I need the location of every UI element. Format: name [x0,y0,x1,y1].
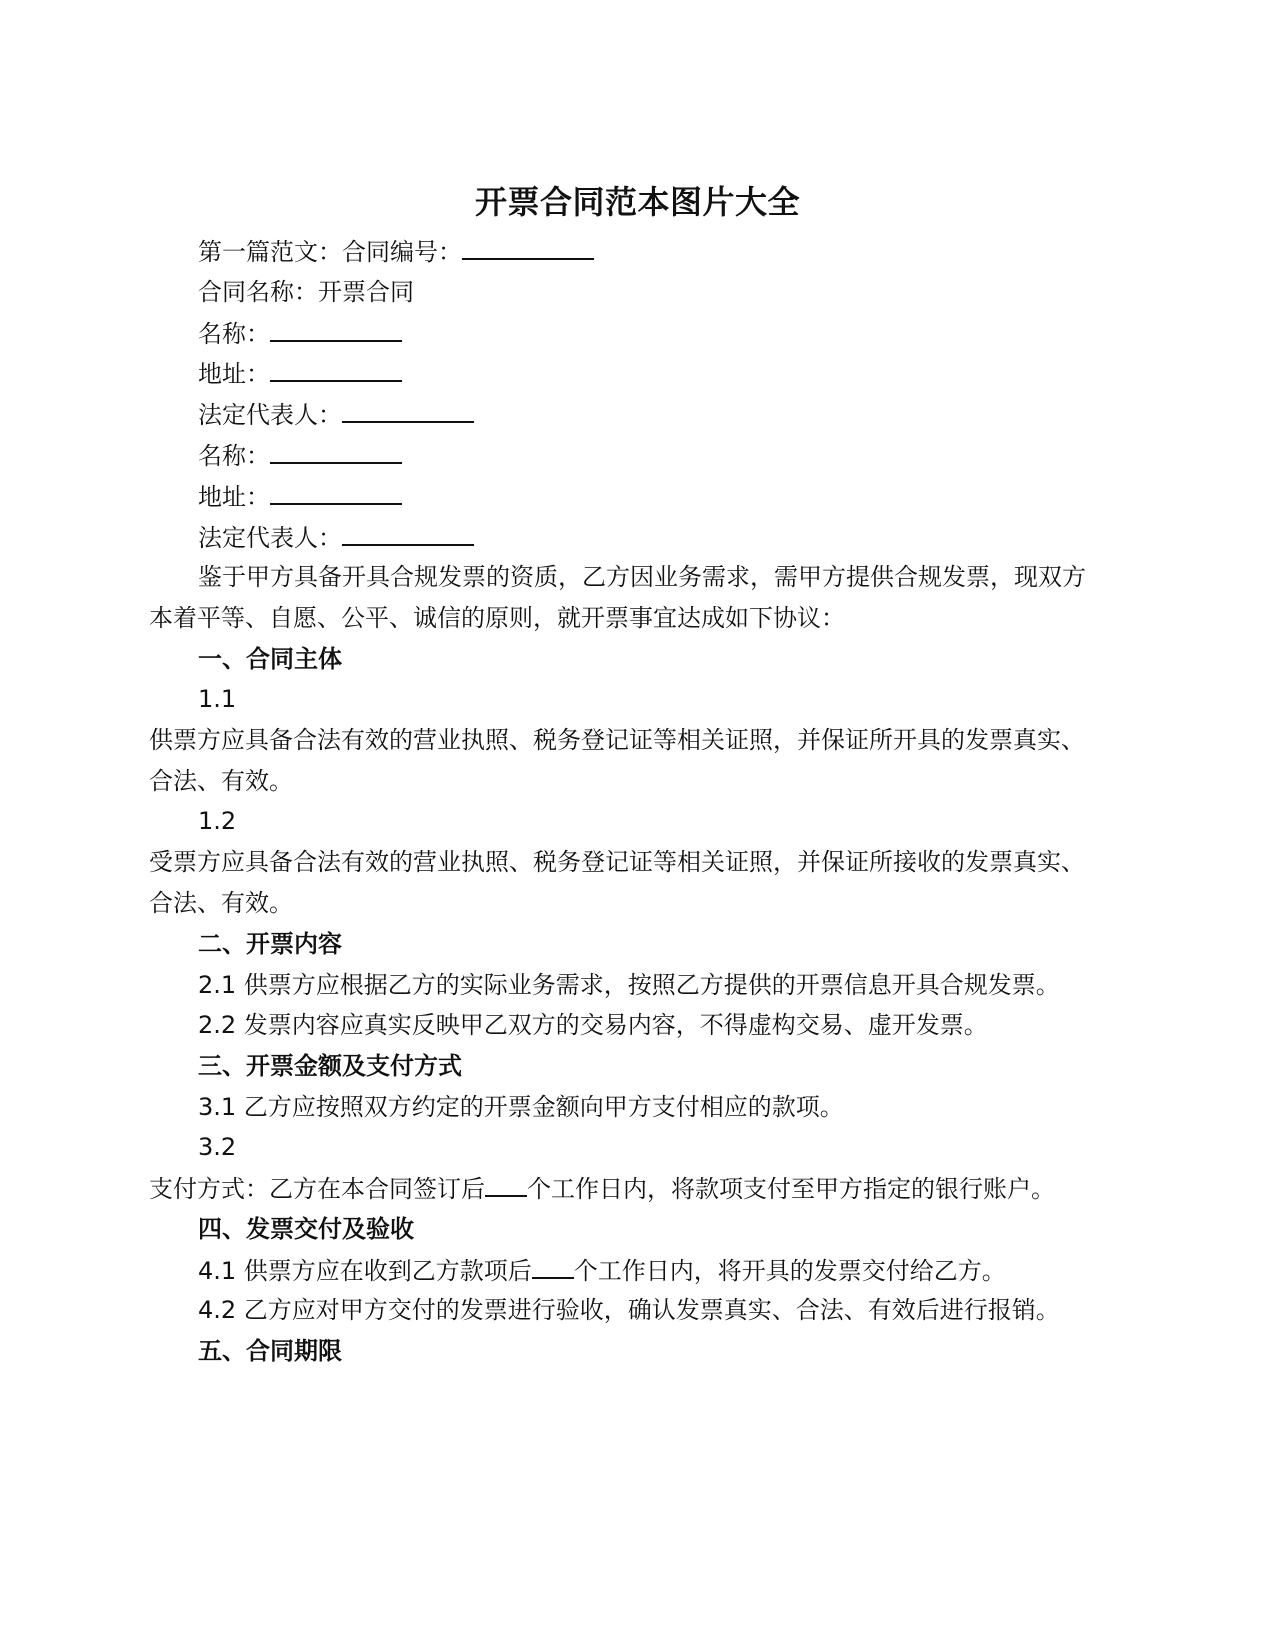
contract-name: 合同名称：开票合同 [198,278,414,306]
party-a-address-blank [270,358,402,382]
contract-number-blank [462,236,594,260]
clause-3-2-text [149,1173,1055,1204]
clause-3-2-before-blank: 支付方式：乙方在本合同签订后 [149,1175,485,1203]
party-b-rep-field [198,522,474,553]
party-b-address-blank [270,481,402,505]
clause-1-1-number: 1.1 [198,685,237,713]
party-a-rep-field [198,399,474,430]
clause-1-1-line-2: 合法、有效。 [149,767,293,795]
document-title: 开票合同范本图片大全 [474,183,800,221]
party-a-address-label: 地址： [198,360,270,388]
party-b-name-blank [270,440,402,464]
payment-days-blank [485,1173,527,1197]
party-a-address-field [198,358,402,389]
contract-number-label: 第一篇范文：合同编号： [198,238,462,266]
party-b-rep-label: 法定代表人： [198,524,342,552]
party-a-name-field [198,318,402,349]
party-a-rep-blank [342,399,474,423]
preamble-line-1: 鉴于甲方具备开具合规发票的资质，乙方因业务需求，需甲方提供合规发票，现双方 [198,563,1086,591]
party-b-name-field [198,440,402,471]
clause-3-2-after-blank: 个工作日内，将款项支付至甲方指定的银行账户。 [527,1175,1055,1203]
clause-4-2: 4.2 乙方应对甲方交付的发票进行验收，确认发票真实、合法、有效后进行报销。 [198,1296,1060,1324]
clause-4-1-before-blank: 4.1 供票方应在收到乙方款项后 [198,1257,532,1285]
party-b-address-field [198,481,402,512]
party-b-rep-blank [342,522,474,546]
clause-4-1-after-blank: 个工作日内，将开具的发票交付给乙方。 [573,1257,1006,1285]
clause-3-1: 3.1 乙方应按照双方约定的开票金额向甲方支付相应的款项。 [198,1093,844,1121]
clause-2-1: 2.1 供票方应根据乙方的实际业务需求，按照乙方提供的开票信息开具合规发票。 [198,971,1060,999]
section-3-heading: 三、开票金额及支付方式 [198,1052,462,1080]
contract-number-field [198,236,594,267]
clause-1-2-number: 1.2 [198,807,237,835]
party-a-rep-label: 法定代表人： [198,401,342,429]
clause-1-2-line-2: 合法、有效。 [149,889,293,917]
section-4-heading: 四、发票交付及验收 [198,1215,414,1243]
section-2-heading: 二、开票内容 [198,930,342,958]
clause-4-1 [198,1255,1006,1286]
party-a-name-label: 名称： [198,320,270,348]
party-b-address-label: 地址： [198,483,270,511]
preamble-line-2: 本着平等、自愿、公平、诚信的原则，就开票事宜达成如下协议： [149,604,845,632]
clause-1-2-line-1: 受票方应具备合法有效的营业执照、税务登记证等相关证照，并保证所接收的发票真实、 [149,848,1085,876]
clause-1-1-line-1: 供票方应具备合法有效的营业执照、税务登记证等相关证照，并保证所开具的发票真实、 [149,726,1085,754]
section-1-heading: 一、合同主体 [198,645,342,673]
party-b-name-label: 名称： [198,442,270,470]
clause-2-2: 2.2 发票内容应真实反映甲乙双方的交易内容，不得虚构交易、虚开发票。 [198,1011,988,1039]
delivery-days-blank [532,1255,574,1279]
party-a-name-blank [270,318,402,342]
clause-3-2-number: 3.2 [198,1133,237,1161]
section-5-heading: 五、合同期限 [198,1337,342,1365]
